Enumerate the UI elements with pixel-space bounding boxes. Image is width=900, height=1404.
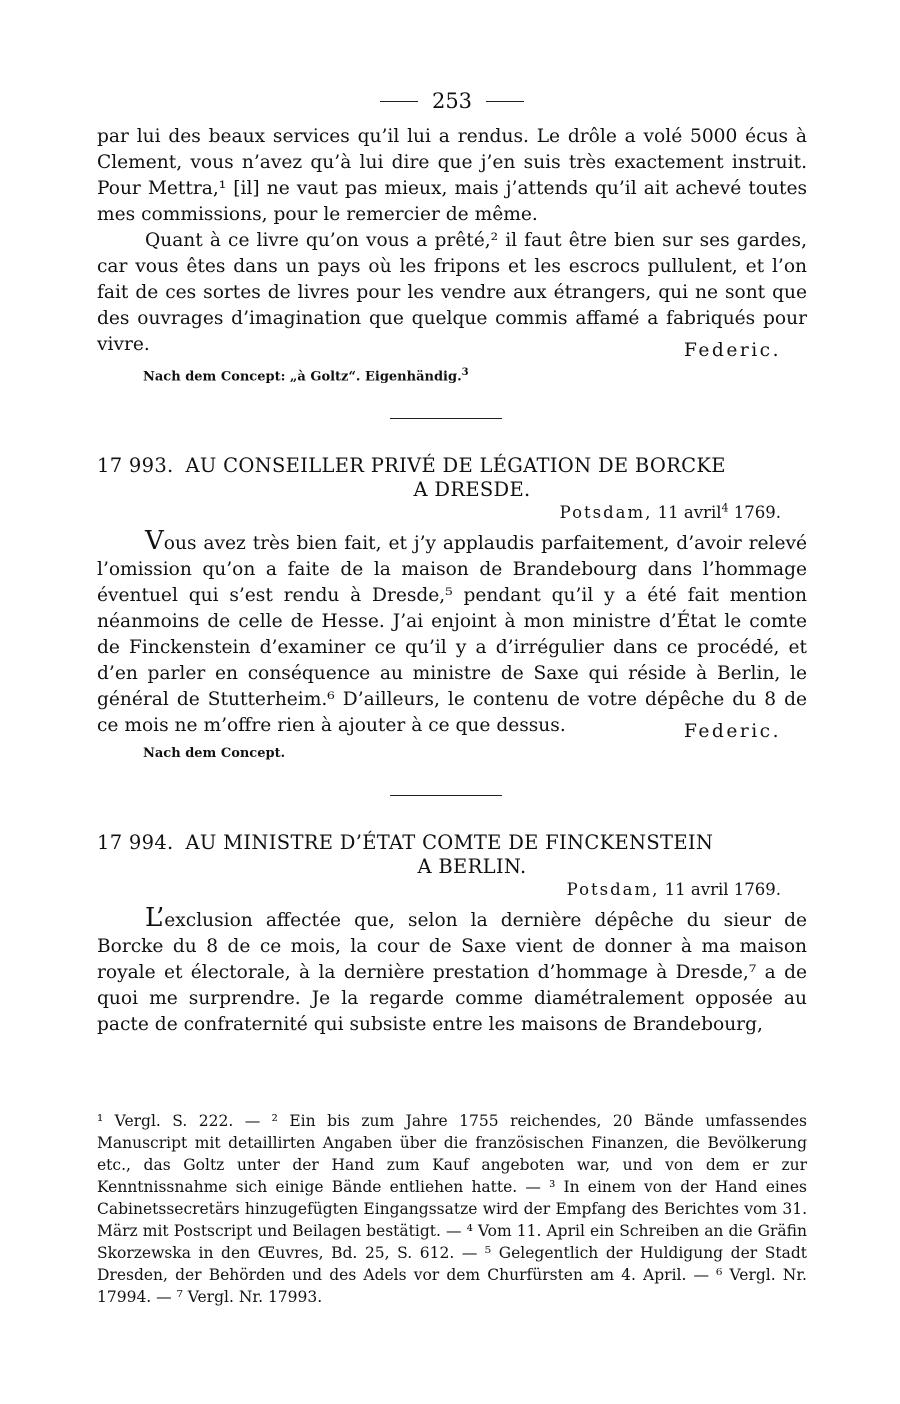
source-footnote-ref: 3 — [461, 367, 469, 378]
dateline-footnote-ref: 4 — [721, 501, 729, 515]
source-note-1 — [143, 364, 807, 386]
page-body — [97, 86, 807, 1038]
source-text-1: Nach dem Concept: „à Goltz“. Eigenhändig. — [143, 369, 462, 385]
dateline-place: Potsdam, — [559, 503, 653, 523]
letter-title-line2: A BERLIN. — [417, 855, 527, 879]
letter-number: 17 994. — [97, 831, 174, 855]
letter-title-line2: A DRESDE. — [413, 478, 531, 502]
dateline-17993 — [97, 502, 781, 524]
section-divider-2 — [390, 795, 502, 796]
signature-1: Federic. — [684, 340, 781, 361]
page-number: 253 — [431, 89, 473, 113]
letter-title-line1: AU MINISTRE D’ÉTAT COMTE DE FINCKENSTEIN — [185, 831, 714, 855]
letter-heading-17993 — [97, 453, 807, 478]
dateline-date: 11 avril 1769. — [664, 880, 781, 900]
letter-paragraph-17993: Vous avez très bien fait, et j’y applaudis parfaitement, d’avoir relevé l’omission qu’on a faite de la maison de Brandebourg dans l’hommage éventuel qui s’est rendu à Dresde,⁵ pendant qu’il y a été fait mention néanmoins de celle de Hesse. J’ai enjoint à mon ministre d’État le comte de Finckenstein d’examiner ce qu’il y a d’irrégulier dans ce procédé, et d’en parler en conséquence au ministre de Saxe qui réside à Berlin, le général de Stutterheim.⁶ D’ailleurs, le contenu de votre dépêche du 8 de ce mois ne m’offre rien à ajouter à ce que dessus. — [97, 526, 807, 737]
letter-paragraph-17994: L’exclusion affectée que, selon la dernière dépêche du sieur de Borcke du 8 de ce mois, la cour de Saxe vient de donner à ma maison royale et électorale, à la dernière prestation d’hommage à Dresde,⁷ a de quoi me surprendre. Je la regarde comme diamétralement opposée au pacte de confraternité qui subsiste entre les maisons de Brandebourg, — [97, 903, 807, 1036]
dateline-date: 11 avril — [657, 503, 722, 523]
section-divider-1 — [390, 418, 502, 419]
continuation-paragraph-2: Quant à ce livre qu’on vous a prêté,² il faut être bien sur ses gardes, car vous êtes dans un pays où les fripons et les escrocs pullulent, et l’on fait de ces sortes de livres pour les vendre aux étrangers, qui ne sont que des ouvrages d’imagination que quelque commis affamé a fabriqués pour vivre. — [97, 230, 807, 355]
letter-17993 — [97, 453, 807, 763]
letter-heading-17994 — [97, 830, 807, 855]
dateline-year: 1769. — [733, 503, 781, 523]
header-dash-right — [486, 101, 524, 102]
dateline-place: Potsdam, — [566, 880, 660, 900]
footnotes: ¹ Vergl. S. 222. — ² Ein bis zum Jahre 1755 reichendes, 20 Bände umfassendes Manuscript mit detaillirten Angaben über die französischen Finanzen, die Bevölkerung etc., das Goltz unter der Hand zum Kauf angeboten war, und von dem er zur Kenntnissnahme sich einige Bände entliehen hatte. — ³ In einem von der Hand eines Cabinetssecretärs hinzugefügten Eingangssatze wird der Empfang des Berichtes vom 31. März mit Postscript und Beilagen bestätigt. — ⁴ Vom 11. April ein Schreiben an die Gräfin Skorzewska in den Œuvres, Bd. 25, S. 612. — ⁵ Gelegentlich der Huldigung der Stadt Dresden, der Behörden und des Adels vor dem Churfürsten am 4. April. — ⁶ Vergl. Nr. 17994. — ⁷ Vergl. Nr. 17993. — [97, 1112, 807, 1306]
letter-title-line1: AU CONSEILLER PRIVÉ DE LÉGATION DE BORCKE — [185, 454, 726, 478]
header-dash-left — [380, 101, 418, 102]
dateline-17994 — [97, 879, 781, 901]
source-note-2: Nach dem Concept. — [143, 746, 286, 762]
signature-2: Federic. — [684, 721, 781, 743]
page-header — [97, 86, 807, 116]
continuation-paragraph-1: par lui des beaux services qu’il lui a rendus. Le drôle a volé 5000 écus à Clement, vous n’avez qu’à lui dire que j’en suis très exactement instruit. Pour Mettra,¹ [il] ne vaut pas mieux, mais j’attends qu’il ait achevé toutes mes commissions, pour le remercier de même. — [97, 126, 807, 225]
letter-17994 — [97, 830, 807, 1038]
letter-number: 17 993. — [97, 454, 174, 478]
